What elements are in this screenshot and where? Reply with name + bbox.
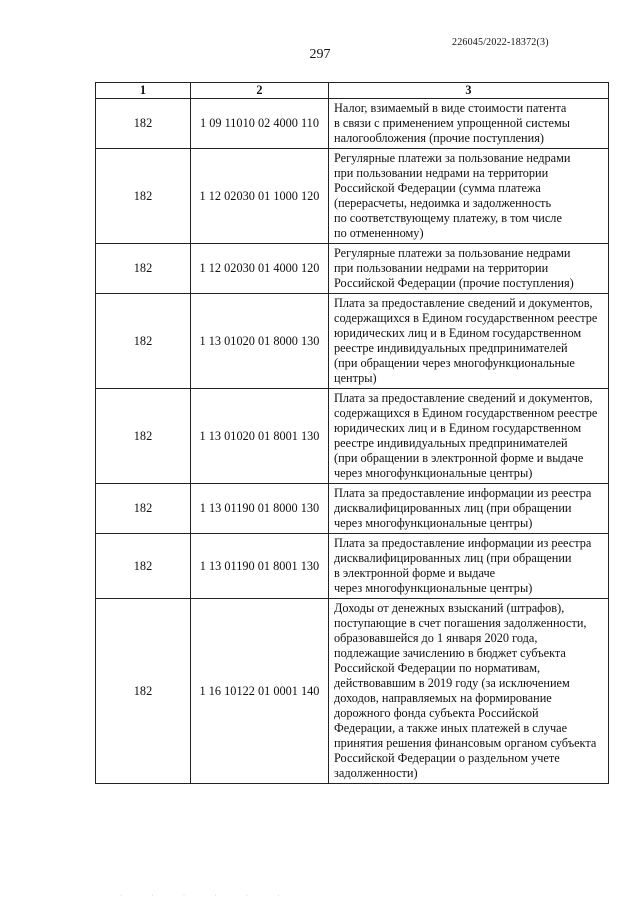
description-cell: Плата за предоставление информации из реестра дисквалифицированных лиц (при обращении в электронной форме и выдаче через многофункциональные центры) — [329, 534, 609, 599]
header-col-3: 3 — [329, 83, 609, 99]
description-cell: Плата за предоставление информации из реестра дисквалифицированных лиц (при обращении через многофункциональные центры) — [329, 484, 609, 534]
admin-code-cell: 182 — [96, 99, 191, 149]
admin-code-cell: 182 — [96, 534, 191, 599]
description-cell: Плата за предоставление сведений и документов, содержащихся в Едином государственном реестре юридических лиц и в Едином государственном реестре индивидуальных предпринимателей (при обращении через многофункциональные центры) — [329, 294, 609, 389]
budget-code-cell: 1 12 02030 01 1000 120 — [191, 149, 329, 244]
description-cell: Доходы от денежных взысканий (штрафов), поступающие в счет погашения задолженности, образовавшейся до 1 января 2020 года, подлежащие зачислению в бюджет субъекта Российской Федерации по нормативам, действовавшим в 2019 году (за исключением доходов, направляемых на формирование дорожного фонда субъекта Российской Федерации, а также иных платежей в случае принятия решения финансовым органом субъекта Российской Федерации о раздельном учете задолженности) — [329, 599, 609, 784]
header-row — [96, 83, 609, 99]
admin-code-cell: 182 — [96, 599, 191, 784]
budget-code-cell: 1 13 01020 01 8001 130 — [191, 389, 329, 484]
budget-code-cell: 1 13 01190 01 8000 130 — [191, 484, 329, 534]
description-cell: Регулярные платежи за пользование недрами при пользовании недрами на территории Российской Федерации (прочие поступления) — [329, 244, 609, 294]
description-cell: Налог, взимаемый в виде стоимости патента в связи с применением упрощенной системы налогообложения (прочие поступления) — [329, 99, 609, 149]
table-body — [96, 99, 609, 784]
budget-code-cell: 1 09 11010 02 4000 110 — [191, 99, 329, 149]
table-row — [96, 149, 609, 244]
table-row — [96, 244, 609, 294]
table-row — [96, 389, 609, 484]
admin-code-cell: 182 — [96, 294, 191, 389]
table-row — [96, 99, 609, 149]
table-row — [96, 599, 609, 784]
page-number: 297 — [309, 47, 331, 62]
table-row — [96, 484, 609, 534]
admin-code-cell: 182 — [96, 484, 191, 534]
header-col-1: 1 — [96, 83, 191, 99]
admin-code-cell: 182 — [96, 244, 191, 294]
budget-code-cell: 1 13 01190 01 8001 130 — [191, 534, 329, 599]
table-row — [96, 534, 609, 599]
table-header — [96, 83, 609, 99]
table-row — [96, 294, 609, 389]
description-cell: Плата за предоставление сведений и документов, содержащихся в Едином государственном реестре юридических лиц и в Едином государственном реестре индивидуальных предпринимателей (при обращении в электронной форме и выдаче через многофункциональные центры) — [329, 389, 609, 484]
budget-code-cell: 1 13 01020 01 8000 130 — [191, 294, 329, 389]
revenue-codes-table — [95, 82, 609, 784]
document-id: 226045/2022-18372(3) — [452, 37, 549, 48]
header-col-2: 2 — [191, 83, 329, 99]
admin-code-cell: 182 — [96, 149, 191, 244]
budget-code-cell: 1 12 02030 01 4000 120 — [191, 244, 329, 294]
admin-code-cell: 182 — [96, 389, 191, 484]
budget-code-cell: 1 16 10122 01 0001 140 — [191, 599, 329, 784]
description-cell: Регулярные платежи за пользование недрами при пользовании недрами на территории Российской Федерации (сумма платежа (перерасчеты, недоимка и задолженность по соответствующему платежу, в том числе по отмененному) — [329, 149, 609, 244]
scan-artifacts: · · · · · · — [120, 893, 294, 899]
